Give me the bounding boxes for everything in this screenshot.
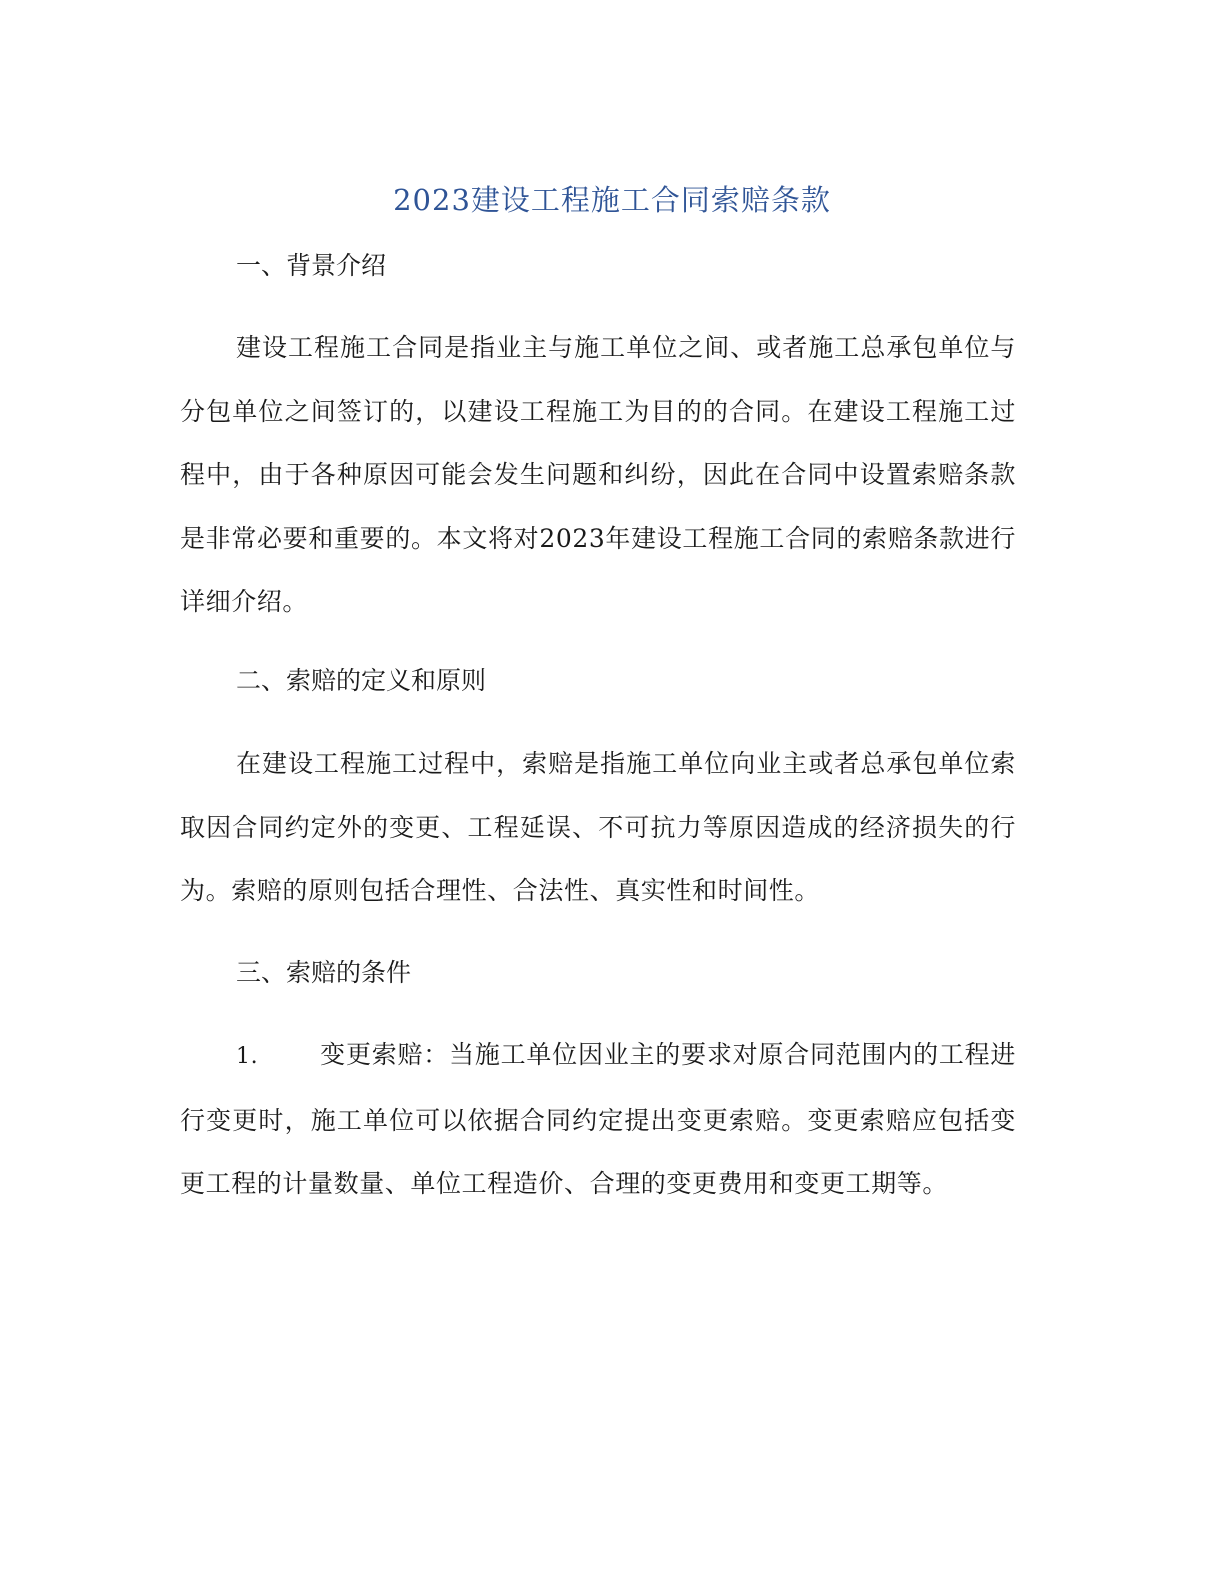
section-heading-definition: 二、索赔的定义和原则 [236,666,487,695]
section-paragraph-definition: 在建设工程施工过程中，索赔是指施工单位向业主或者总承包单位索取因合同约定外的变更、工程延误、不可抗力等原因造成的经济损失的行为。索赔的原则包括合理性、合法性、真实性和时间性。 [180,749,1016,905]
list-item-text: 变更索赔：当施工单位因业主的要求对原合同范围内的工程进行变更时，施工单位可以依据合同约定提出变更索赔。变更索赔应包括变更工程的计量数量、单位工程造价、合理的变更费用和变更工期等。 [180,1040,1016,1198]
document-title: 2023建设工程施工合同索赔条款 [393,183,831,217]
section-heading-background: 一、背景介绍 [236,251,387,280]
section-paragraph-background: 建设工程施工合同是指业主与施工单位之间、或者施工总承包单位与分包单位之间签订的，以建设工程施工为目的的合同。在建设工程施工过程中，由于各种原因可能会发生问题和纠纷，因此在合同中设置索赔条款是非常必要和重要的。本文将对2023年建设工程施工合同的索赔条款进行详细介绍。 [180,333,1016,616]
section-heading-conditions: 三、索赔的条件 [236,958,412,987]
list-item-number: 1. [236,1044,259,1069]
list-item [180,1023,1016,1216]
